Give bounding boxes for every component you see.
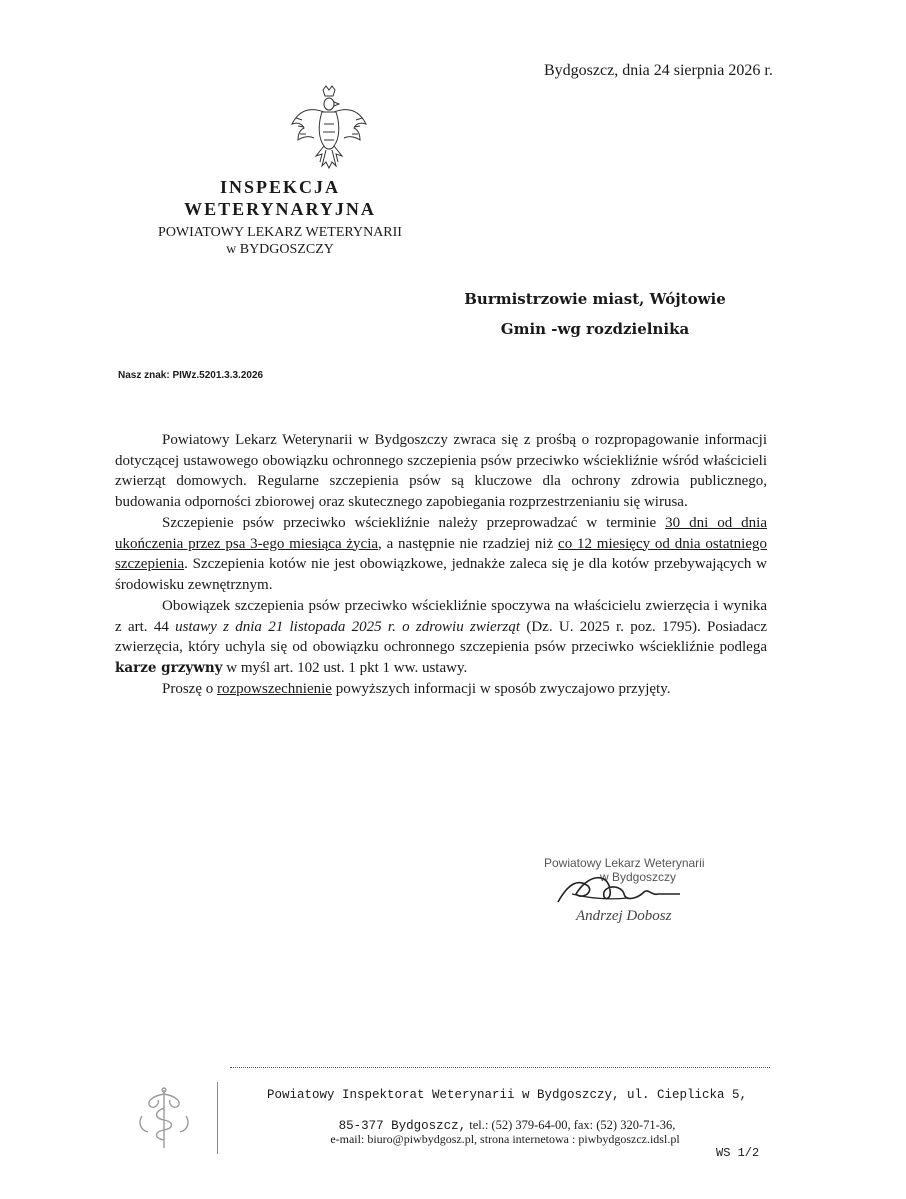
p2-text-b: , a następnie nie rzadziej niż (378, 535, 559, 552)
p3-text-a: Obowiązek szczepienia psów przeciwko wściekliźnie spoczywa na właścicielu zwierzęcia i wynika z art. 44 (115, 598, 767, 635)
letter-body (115, 430, 767, 701)
body-paragraph-3 (115, 596, 767, 678)
p3-penalty: karze grzywny (115, 659, 223, 676)
reference-number: Nasz znak: PIWz.5201.3.3.2026 (118, 370, 264, 381)
p2-underlined-term-2: co 12 miesięcy od dnia ostatniego szczepienia (115, 535, 767, 572)
issuer-block (130, 224, 430, 258)
addressee-line1: Burmistrzowie miast, Wójtowie (464, 290, 726, 308)
addressee-line2: Gmin -wg rozdzielnika (500, 320, 690, 338)
p4-text-b: powyższych informacji w sposób zwyczajowo przyjęty. (331, 681, 671, 697)
p3-law-citation: ustawy z dnia 21 listopada 2025 r. o zdrowiu zwierząt (175, 618, 521, 635)
footer-address-line1: Powiatowy Inspektorat Weterynarii w Bydgoszczy, ul. Cieplicka 5, (266, 1088, 748, 1102)
p3-text-b: (Dz. U. 2025 r. poz. 1795). Posiadacz zwierzęcia, który uchyla się od obowiązku ochronnego szczepienia psów przeciwko wściekliźnie podlega (115, 618, 767, 655)
p4-text-a: Proszę o (162, 681, 217, 697)
p2-text-a: Szczepienie psów przeciwko wściekliźnie należy przeprowadzać w terminie (162, 515, 666, 531)
p2-underlined-term-1: 30 dni od dnia ukończenia przez psa 3-ego miesiąca życia (115, 515, 767, 552)
p4-underlined-word: rozpowszechnienie (217, 681, 332, 697)
page-mark: WS 1/2 (716, 1146, 760, 1160)
addressee-block (410, 284, 780, 344)
signature-stamp-line1: Powiatowy Lekarz Weterynarii (544, 856, 705, 870)
footer-phone-fax: tel.: (52) 379-64-00, fax: (52) 320-71-36, (466, 1118, 676, 1132)
footer-contact: e-mail: biuro@piwbydgosz.pl, strona internetowa : piwbydgoszcz.idsl.pl (330, 1132, 680, 1146)
footer-postcode: 85-377 Bydgoszcz, (338, 1119, 467, 1133)
veterinary-caduceus-logo-icon (128, 1086, 200, 1152)
p3-text-c: w myśl art. 102 ust. 1 pkt 1 ww. ustawy. (222, 659, 468, 676)
signature-stamp-line2: w Bydgoszczy (600, 870, 677, 884)
body-paragraph-4 (115, 679, 767, 700)
institution-name-line2: WETERYNARYJNA (184, 199, 376, 219)
footer-vertical-divider (217, 1082, 218, 1154)
signatory-name: Andrzej Dobosz (576, 908, 672, 924)
body-paragraph-2 (115, 513, 767, 595)
issuer-city: w BYDGOSZCZY (226, 242, 334, 257)
issuer-title: POWIATOWY LEKARZ WETERYNARII (158, 225, 402, 240)
white-eagle-emblem-icon (288, 84, 370, 174)
handwritten-signature (548, 864, 698, 908)
body-paragraph-1: Powiatowy Lekarz Weterynarii w Bydgoszczy zwraca się z prośbą o rozpropagowanie informacji dotyczącej ustawowego obowiązku ochronnego szczepienia psów przeciwko wściekliźnie wśród właścicieli zwierząt domowych. Regularne szczepienia psów są kluczowe dla ochrony zdrowia publicznego, budowania odporności zbiorowej oraz skutecznego zapobiegania rozprzestrzenianiu się wirusa. (115, 432, 767, 510)
institution-name-line1: INSPEKCJA (219, 177, 340, 197)
footer-divider (230, 1067, 770, 1068)
p2-text-c: . Szczepienia kotów nie jest obowiązkowe, jednakże zaleca się je dla kotów przebywających w środowisku zewnętrznym. (115, 556, 767, 593)
institution-name (150, 176, 410, 220)
letter-date: Bydgoszcz, dnia 24 sierpnia 2026 r. (544, 62, 773, 79)
